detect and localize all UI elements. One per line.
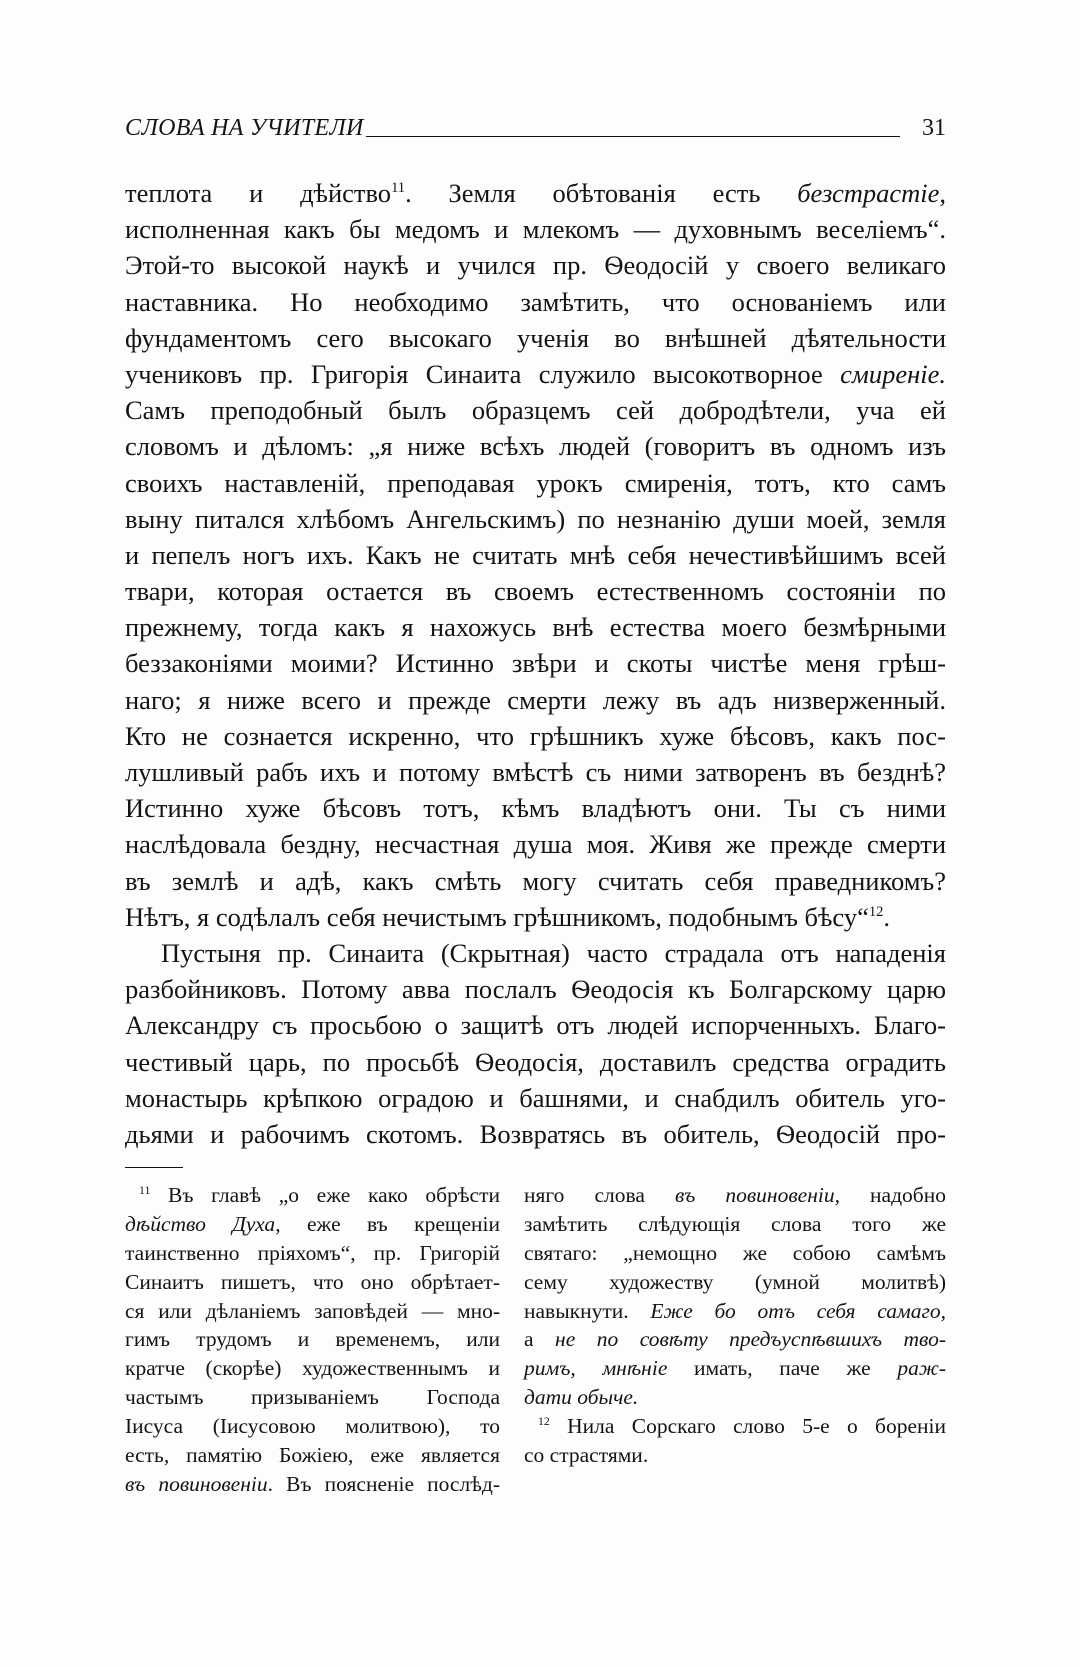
text-line bbox=[125, 935, 946, 971]
text-line bbox=[125, 682, 946, 718]
text-line bbox=[125, 211, 946, 247]
footnote-line bbox=[125, 1325, 500, 1354]
italic-text: въ повиновеніи bbox=[125, 1471, 268, 1496]
italic-text: дати обыче. bbox=[524, 1385, 639, 1410]
text-line bbox=[125, 826, 946, 862]
footnote-line bbox=[125, 1354, 500, 1383]
footnote-line bbox=[524, 1297, 946, 1326]
text-line bbox=[125, 754, 946, 790]
footnote-line bbox=[125, 1412, 500, 1441]
text-span: словомъ и дѣломъ: „я ниже всѣхъ людей (говоритъ въ одномъ изъ bbox=[125, 431, 946, 462]
italic-text: раж- bbox=[897, 1356, 946, 1381]
text-span: прежнему, тогда какъ я нахожусь внѣ естества моего безмѣрными bbox=[125, 612, 946, 643]
page-number: 31 bbox=[922, 115, 946, 141]
footnote-line bbox=[125, 1181, 500, 1210]
text-line bbox=[125, 356, 946, 392]
text-span: сему художеству (умной молитвѣ) bbox=[524, 1269, 946, 1294]
footnotes-right-column bbox=[524, 1181, 946, 1470]
italic-text: безстрастіе bbox=[797, 178, 940, 208]
text-line bbox=[125, 863, 946, 899]
text-span: . Земля обѣтованія есть bbox=[405, 178, 798, 208]
footnote-reference: 11 bbox=[391, 179, 406, 196]
header-rule bbox=[366, 136, 900, 137]
italic-text: смиреніе. bbox=[840, 358, 946, 389]
footnote-line bbox=[524, 1441, 946, 1470]
text-span: , bbox=[939, 178, 946, 208]
text-span: есть, памятію Божіею, еже является bbox=[125, 1443, 500, 1468]
text-line bbox=[125, 537, 946, 573]
running-title: СЛОВА НА УЧИТЕЛИ bbox=[125, 115, 364, 141]
text-span: наставника. Но необходимо замѣтить, что основаніемъ или bbox=[125, 286, 946, 317]
text-span: со страстями. bbox=[524, 1443, 649, 1468]
text-span: няго слова bbox=[524, 1183, 676, 1207]
text-span: Самъ преподобный былъ образцемъ сей добродѣтели, уча ей bbox=[125, 395, 946, 426]
text-span: таинственно пріяхомъ“, пр. Григорій bbox=[125, 1240, 500, 1265]
text-span: въ землѣ и адѣ, какъ смѣть могу считать себя праведникомъ? bbox=[125, 865, 946, 896]
text-span: честивый царь, по просьбѣ Ѳеодосія, доставилъ средства оградить bbox=[125, 1046, 946, 1077]
text-span: Кто не сознается искренно, что грѣшникъ хуже бѣсовъ, какъ пос- bbox=[125, 720, 946, 751]
text-line bbox=[125, 645, 946, 681]
text-span: выну питался хлѣбомъ Ангельскимъ) по незнанію души моей, земля bbox=[125, 503, 946, 534]
footnote-reference: 12 bbox=[538, 1413, 550, 1428]
italic-text: не по совѣту предъуспѣвшихъ тво- bbox=[555, 1327, 947, 1352]
text-line bbox=[125, 1080, 946, 1116]
text-span: навыкнути. bbox=[524, 1298, 651, 1323]
text-line bbox=[125, 609, 946, 645]
text-line bbox=[125, 1007, 946, 1043]
text-span: своихъ наставленій, преподавая урокъ смиренія, тотъ, кто самъ bbox=[125, 467, 946, 498]
text-span: лушливый рабъ ихъ и потому вмѣстѣ съ ними затворенъ въ безднѣ? bbox=[125, 757, 946, 787]
text-line bbox=[125, 1044, 946, 1080]
text-span: святаго: „немощно же собою самѣмъ bbox=[524, 1240, 946, 1265]
text-line bbox=[125, 320, 946, 356]
text-span: дьями и рабочимъ скотомъ. Возвратясь въ обитель, Ѳеодосій про- bbox=[125, 1118, 946, 1149]
text-span: Синаитъ пишетъ, что оно обрѣтает- bbox=[125, 1269, 500, 1294]
footnote-line bbox=[125, 1441, 500, 1470]
footnote-divider bbox=[125, 1167, 183, 1168]
footnote-line bbox=[125, 1297, 500, 1326]
footnote-line bbox=[125, 1383, 500, 1412]
italic-text: въ повиновеніи, bbox=[675, 1183, 840, 1207]
text-span: а bbox=[524, 1327, 556, 1352]
footnote-line bbox=[125, 1239, 500, 1268]
footnote-line bbox=[524, 1325, 946, 1354]
footnote-line bbox=[524, 1412, 946, 1441]
footnote-line bbox=[524, 1354, 946, 1383]
italic-text: дѣйство Духа bbox=[125, 1211, 276, 1236]
running-header bbox=[125, 108, 946, 142]
text-line bbox=[125, 790, 946, 826]
text-span: , еже въ крещеніи bbox=[275, 1211, 500, 1236]
text-span: беззаконіями моими? Истинно звѣри и скоты чистѣе меня грѣш- bbox=[125, 648, 946, 679]
footnote-line bbox=[524, 1239, 946, 1268]
footnote-reference: 12 bbox=[868, 903, 884, 920]
text-span: и пепелъ ногъ ихъ. Какъ не считать мнѣ себя нечестивѣйшимъ всей bbox=[125, 539, 946, 570]
text-span: Пустыня пр. Синаита (Скрытная) часто страдала отъ нападенія bbox=[161, 937, 946, 968]
text-span: теплота и дѣйство bbox=[125, 178, 392, 208]
text-span: наслѣдовала бездну, несчастная душа моя. Живя же прежде смерти bbox=[125, 829, 946, 860]
text-span: Нѣтъ, я содѣлалъ себя нечистымъ грѣшникомъ, подобнымъ бѣсу“ bbox=[125, 901, 869, 932]
text-span: надобно bbox=[839, 1183, 946, 1207]
text-line bbox=[125, 247, 946, 283]
text-line bbox=[125, 175, 946, 211]
text-line bbox=[125, 971, 946, 1007]
text-span: твари, которая остается въ своемъ естественномъ состояніи по bbox=[125, 576, 946, 607]
text-span: исполненная какъ бы медомъ и млекомъ — духовнымъ веселіемъ“. bbox=[125, 214, 946, 245]
text-line bbox=[125, 392, 946, 428]
text-line bbox=[125, 718, 946, 754]
text-span: . Въ поясненіе послѣд- bbox=[267, 1471, 500, 1496]
text-span: Истинно хуже бѣсовъ тотъ, кѣмъ владѣютъ они. Ты съ ними bbox=[125, 793, 946, 824]
text-span: Іисуса (Іисусовою молитвою), то bbox=[125, 1414, 500, 1439]
italic-text: римъ, мнѣніе bbox=[524, 1356, 668, 1381]
text-span: монастырь крѣпкою оградою и башнями, и снабдилъ обитель уго- bbox=[125, 1082, 946, 1113]
text-span: гимъ трудомъ и временемъ, или bbox=[125, 1327, 500, 1352]
footnotes-left-column bbox=[125, 1181, 500, 1499]
text-line bbox=[125, 428, 946, 464]
text-span: Въ главѣ „о еже како обрѣсти bbox=[150, 1183, 500, 1207]
main-text bbox=[125, 175, 946, 1152]
footnote-line bbox=[524, 1383, 946, 1412]
text-span: Александру съ просьбою о защитѣ отъ людей испорченныхъ. Благо- bbox=[125, 1010, 946, 1041]
text-line bbox=[125, 284, 946, 320]
footnote-line bbox=[524, 1181, 946, 1210]
text-span: замѣтить слѣдующія слова того же bbox=[524, 1211, 946, 1236]
text-span: ся или дѣланіемъ заповѣдей — мно- bbox=[125, 1298, 500, 1323]
footnote-line bbox=[125, 1268, 500, 1297]
text-span: наго; я ниже всего и прежде смерти лежу въ адъ низверженный. bbox=[125, 684, 946, 715]
italic-text: Еже бо отъ себя самаго, bbox=[650, 1298, 946, 1323]
text-span: частымъ призываніемъ Господа bbox=[125, 1385, 500, 1410]
text-line bbox=[125, 501, 946, 537]
text-line bbox=[125, 465, 946, 501]
footnote-line bbox=[125, 1210, 500, 1239]
text-line bbox=[125, 899, 946, 935]
text-span: кратче (скорѣе) художественнымъ и bbox=[125, 1356, 500, 1381]
text-span: . bbox=[883, 901, 891, 932]
text-span: разбойниковъ. Потому авва послалъ Ѳеодосія къ Болгарскому царю bbox=[125, 974, 946, 1005]
text-span: Этой-то высокой наукѣ и учился пр. Ѳеодосій у своего великаго bbox=[125, 250, 946, 281]
footnote-reference: 11 bbox=[139, 1182, 151, 1197]
footnote-line bbox=[524, 1268, 946, 1297]
text-span: фундаментомъ сего высокаго ученія во внѣшней дѣятельности bbox=[125, 322, 946, 353]
text-span: имать, паче же bbox=[667, 1356, 898, 1381]
footnote-line bbox=[125, 1470, 500, 1499]
text-line bbox=[125, 573, 946, 609]
text-span: учениковъ пр. Григорія Синаита служило высокотворное bbox=[125, 358, 841, 389]
text-span: Нила Сорскаго слово 5-е о бореніи bbox=[549, 1414, 946, 1439]
text-line bbox=[125, 1116, 946, 1152]
footnote-line bbox=[524, 1210, 946, 1239]
